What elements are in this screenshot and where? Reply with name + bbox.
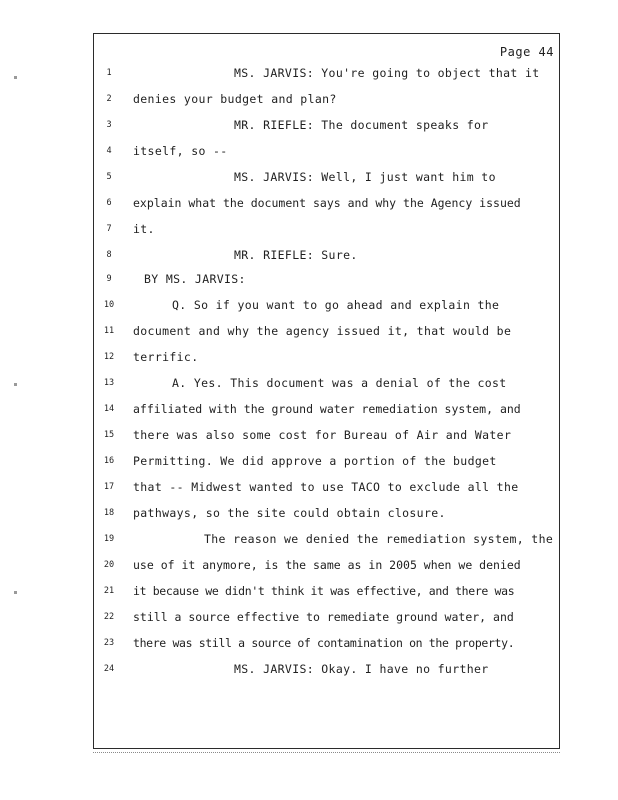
line-text: document and why the agency issued it, that would be [133,324,512,338]
line-number: 14 [103,404,115,414]
transcript-line [0,298,560,318]
transcript-line [0,428,560,448]
transcript-line [0,376,560,396]
line-text: MS. JARVIS: Okay. I have no further [234,662,489,676]
transcript-line [0,66,560,86]
line-text: use of it anymore, is the same as in 2005 when we denied [133,558,521,572]
line-number: 1 [106,68,112,78]
line-text: Permitting. We did approve a portion of the budget [133,454,497,468]
line-text: still a source effective to remediate ground water, and [133,610,514,624]
line-text: Q. So if you want to go ahead and explain the [172,298,500,312]
line-number: 11 [103,326,115,336]
line-text: terrific. [133,350,199,364]
line-text: denies your budget and plan? [133,92,337,106]
transcript-line [0,584,560,604]
transcript-line [0,558,560,578]
line-number: 18 [103,508,115,518]
line-text: there was still a source of contamination on the property. [133,636,515,650]
line-text: that -- Midwest wanted to use TACO to exclude all the [133,480,519,494]
bottom-divider [93,752,560,753]
line-number: 4 [106,146,112,156]
transcript-line [0,324,560,344]
transcript-line [0,248,560,268]
line-text: itself, so -- [133,144,228,158]
line-number: 12 [103,352,115,362]
line-text: pathways, so the site could obtain closure. [133,506,446,520]
line-text: it. [133,222,155,236]
line-number: 10 [103,300,115,310]
line-text: The reason we denied the remediation system, the [204,532,554,546]
line-text: MS. JARVIS: You're going to object that it [234,66,540,80]
line-number: 24 [103,664,115,674]
line-text: it because we didn't think it was effective, and there was [133,584,515,598]
line-number: 7 [106,224,112,234]
line-text: explain what the document says and why the Agency issued [133,196,521,210]
transcript-line [0,144,560,164]
line-number: 5 [106,172,112,182]
transcript-line [0,454,560,474]
line-number: 19 [103,534,115,544]
line-number: 2 [106,94,112,104]
line-text: BY MS. JARVIS: [144,272,246,286]
line-number: 17 [103,482,115,492]
line-text: A. Yes. This document was a denial of the cost [172,376,507,390]
line-number: 15 [103,430,115,440]
transcript-line [0,532,560,552]
line-number: 6 [106,198,112,208]
line-text: MR. RIEFLE: Sure. [234,248,358,262]
transcript-line [0,506,560,526]
transcript-line [0,610,560,630]
line-number: 3 [106,120,112,130]
transcript-line [0,480,560,500]
transcript-line [0,636,560,656]
transcript-line [0,222,560,242]
transcript-line [0,196,560,216]
line-number: 20 [103,560,115,570]
transcript-line [0,662,560,682]
line-number: 9 [106,274,112,284]
line-number: 16 [103,456,115,466]
line-text: there was also some cost for Bureau of Air and Water [133,428,512,442]
transcript-line [0,402,560,422]
transcript-line [0,272,560,292]
line-number: 13 [103,378,115,388]
line-text: MR. RIEFLE: The document speaks for [234,118,489,132]
page-number: Page 44 [499,45,554,59]
line-text: affiliated with the ground water remediation system, and [133,402,521,416]
line-text: MS. JARVIS: Well, I just want him to [234,170,496,184]
transcript-line [0,118,560,138]
transcript-line [0,170,560,190]
transcript-line [0,350,560,370]
line-number: 8 [106,250,112,260]
transcript-line [0,92,560,112]
line-number: 23 [103,638,115,648]
line-number: 21 [103,586,115,596]
line-number: 22 [103,612,115,622]
